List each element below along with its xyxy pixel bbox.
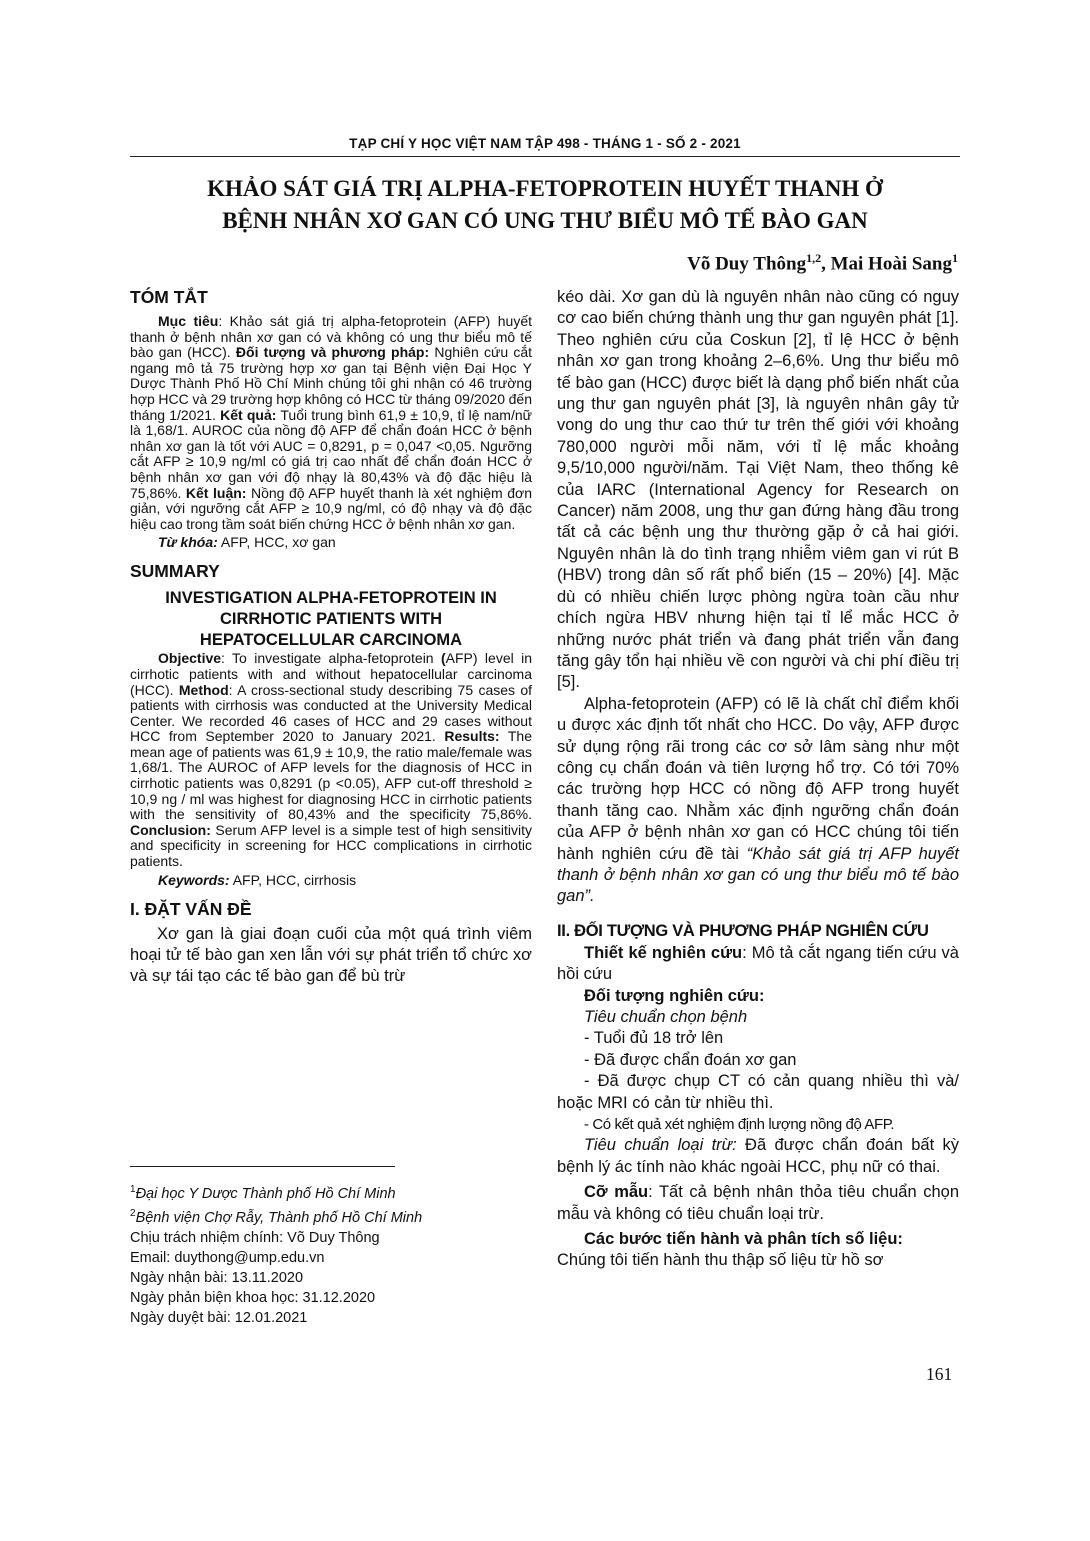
section-2-heading: II. ĐỐI TƯỢNG VÀ PHƯƠNG PHÁP NGHIÊN CỨU — [557, 921, 929, 940]
en-objective-paren: ( — [440, 650, 446, 667]
footnote-affiliation-2-text: Bệnh viện Chợ Rẫy, Thành phố Hồ Chí Minh — [135, 1209, 423, 1226]
vn-conclusion-text: Nồng độ AFP huyết thanh là xét nghiệm đơn giản, với ngưỡng cắt AFP ≥ 10,9 ng/ml, có độ nhạy và độ đặc hiệu cao trong tầm soát biến chứng HCC ở bệnh nhân xơ gan. — [130, 484, 533, 532]
author-separator: , — [821, 253, 831, 275]
footnote-mark-1: 1 — [130, 1184, 136, 1195]
sample-size — [557, 1182, 959, 1225]
study-design — [557, 943, 959, 986]
en-keywords-label: Keywords: — [158, 871, 230, 888]
author-2: Mai Hoài Sang — [830, 253, 952, 275]
author-2-affiliation: 1 — [952, 251, 958, 265]
footnote-accepted: Ngày duyệt bài: 12.01.2021 — [130, 1309, 308, 1326]
author-line — [687, 251, 958, 275]
exclusion-criteria — [557, 1135, 959, 1178]
exclusion-text: Đã được chẩn đoán bất kỳ bệnh lý ác tính nào khác ngoài HCC, phụ nữ có thai. — [557, 1136, 959, 1176]
inclusion-item-3: - Đã được chụp CT có cản quang nhiều thì và/ hoặc MRI có cản từ nhiều thì. — [557, 1072, 959, 1112]
procedure-text: Chúng tôi tiến hành thu thập số liệu từ hồ sơ — [557, 1251, 884, 1270]
en-title-line-2: CIRRHOTIC PATIENTS WITH — [219, 610, 443, 629]
subjects-heading: Đối tượng nghiên cứu: — [584, 986, 765, 1005]
en-title-line-1: INVESTIGATION ALPHA-FETOPROTEIN IN — [165, 589, 497, 608]
inclusion-heading: Tiêu chuẩn chọn bệnh — [584, 1008, 748, 1026]
section-1-p2-text: Alpha-fetoprotein (AFP) có lẽ là chất chỉ điểm khối u được xác định tốt nhất cho HCC. Do vậy, AFP được sử dụng rộng rãi trong các cơ sở lâm sàng như một công cụ chẩn đoán và tiên lượng hổ trợ. Có tới 70% các trường hợp HCC có nồng độ AFP trong huyết thanh tăng cao. Nhằm xác định ngưỡng chẩn đoán của AFP ở bệnh nhân xơ gan có HCC chúng tôi tiến hành nghiên cứu đề tài — [557, 694, 959, 863]
en-objective-text-b: AFP) level in cirrhotic patients with and without hepatocellular carcinoma (HCC). — [130, 650, 532, 698]
section-1-heading: I. ĐẶT VẤN ĐỀ — [130, 898, 252, 919]
inclusion-item-2: - Đã được chẩn đoán xơ gan — [584, 1050, 797, 1069]
sample-size-text: : Tất cả bệnh nhân thỏa tiêu chuẩn chọn mẫu và không có tiêu chuẩn loại trừ. — [557, 1183, 959, 1223]
study-design-text: : Mô tả cắt ngang tiến cứu và hồi cứu — [557, 943, 959, 984]
page-number: 161 — [926, 1364, 953, 1384]
en-conclusion-text: Serum AFP level is a simple test of high sensitivity and specificity in screening for HCC complications in cirrhotic patients. — [130, 821, 532, 870]
en-results-label: Results: — [444, 728, 500, 745]
left-column — [130, 287, 532, 988]
en-abstract-body — [130, 651, 532, 869]
vn-method-label: Đối tượng và phương pháp: — [235, 344, 430, 361]
procedure-heading: Các bước tiến hành và phân tích số liệu: — [584, 1230, 903, 1249]
sample-size-label: Cỡ mẫu — [584, 1183, 649, 1202]
inclusion-item-1: - Tuổi đủ 18 trở lên — [584, 1029, 724, 1048]
en-objective-text-a: : To investigate alpha-fetoprotein — [221, 650, 441, 667]
section-1-p2-topic: “Khảo sát giá trị AFP huyết thanh ở bệnh nhân xơ gan có ung thư biểu mô tế bào gan”. — [557, 844, 959, 906]
section-1-paragraph-2 — [557, 694, 959, 908]
vn-results-text: Tuổi trung bình 61,9 ± 10,9, tỉ lệ nam/nữ là 1,68/1. AUROC của nồng độ AFP để chẩn đoán HCC ở bệnh nhân xơ gan là tốt với AUC = 0,8291, p = 0,047 <0,05. Ngưỡng cắt AFP ≥ 10,9 ng/ml có giá trị cao nhất để chẩn đoán HCC ở bệnh nhân xơ gan với độ nhạy là 80,43% và độ đặc hiệu là 75,86%. — [130, 406, 532, 501]
vn-method-text: Nghiên cứu cắt ngang mô tả 75 trường hợp xơ gan tại Bệnh viện Đại Học Y Dược Thành Phố Hồ Chí Minh chúng tôi ghi nhận có 46 trường hợp HCC và 29 trường hợp không có HCC từ tháng 09/2020 đến tháng 1/2021. — [130, 344, 532, 423]
vn-abstract-body — [130, 314, 532, 532]
footnote-rule — [130, 1166, 395, 1167]
header-rule — [130, 156, 960, 157]
footnote-reviewed: Ngày phản biện khoa học: 31.12.2020 — [130, 1289, 376, 1306]
en-method-text: : A cross-sectional study describing 75 cases of patients with cirrhosis was conducted at the University Medical Center. We recorded 46 cases of HCC and 29 cases without HCC from September 2020 to January 2021. — [130, 681, 533, 745]
footnote-email: Email: duythong@ump.edu.vn — [130, 1249, 325, 1266]
title-line-2: BỆNH NHÂN XƠ GAN CÓ UNG THƯ BIỂU MÔ TẾ BÀO GAN — [222, 208, 868, 233]
article-title — [130, 173, 960, 237]
exclusion-label: Tiêu chuẩn loại trừ: — [584, 1136, 737, 1155]
vn-results-label: Kết quả: — [220, 406, 277, 423]
vn-keywords-label: Từ khóa: — [158, 534, 218, 551]
en-keywords-text: AFP, HCC, cirrhosis — [229, 871, 357, 888]
footnote-affiliation-1 — [130, 1180, 532, 1204]
title-line-1: KHẢO SÁT GIÁ TRỊ ALPHA-FETOPROTEIN HUYẾT THANH Ở — [207, 176, 883, 201]
vn-keywords-text: AFP, HCC, xơ gan — [217, 534, 336, 551]
vn-keywords — [130, 534, 532, 551]
en-method-label: Method — [178, 681, 229, 698]
inclusion-item-4: - Có kết quả xét nghiệm định lượng nồng độ AFP. — [584, 1116, 895, 1134]
footnote-responsible: Chịu trách nhiệm chính: Võ Duy Thông — [130, 1229, 380, 1246]
footnote-received: Ngày nhận bài: 13.11.2020 — [130, 1269, 304, 1286]
vn-objective-label: Mục tiêu — [158, 313, 219, 329]
author-1: Võ Duy Thông — [687, 253, 807, 275]
vn-abstract-heading: TÓM TẮT — [130, 287, 208, 307]
footnotes — [130, 1180, 532, 1328]
footnote-mark-2: 2 — [130, 1207, 136, 1219]
section-1-paragraph-left: Xơ gan là giai đoạn cuối của một quá trình viêm hoại tử tế bào gan xen lẫn với sự phát triển tổ chức xơ và sự tái tạo các tế bào gan để bù trừ — [130, 924, 532, 986]
footnote-affiliation-1-text: Đại học Y Dược Thành phố Hồ Chí Minh — [135, 1185, 396, 1202]
footnote-affiliation-2 — [130, 1204, 532, 1228]
journal-header: TẠP CHÍ Y HỌC VIỆT NAM TẬP 498 - THÁNG 1 - SỐ 2 - 2021 — [349, 136, 741, 151]
en-results-text: The mean age of patients was 61,9 ± 10,9, the ratio male/female was 1,68/1. The AUROC of AFP levels for the diagnosis of HCC in cirrhotic patients was 0,8291 (p <0.05), AFP cut-off threshold ≥ 10,9 ng / ml was highest for diagnosing HCC in cirrhotic patients with the sensitivity of 80,43% and the specificity 75,86%. — [130, 728, 533, 823]
en-abstract-heading: SUMMARY — [130, 561, 220, 582]
section-1-paragraph-continued: kéo dài. Xơ gan dù là nguyên nhân nào cũng có nguy cơ cao biến chứng thành ung thư gan nguyên phát [1]. Theo nghiên cứu của Coskun [2], tỉ lệ HCC ở bệnh nhân xơ gan trong khoảng 2–6,6%. Ung thư biểu mô tế bào gan (HCC) được biết là dạng phổ biến nhất của ung thư gan nguyên phát [3], là nguyên nhân gây tử vong do ung thư cao thứ tư trên thế giới với khoảng 780,000 người mỗi năm, với tỉ lệ mắc khoảng 9,5/10,000 người/năm. Tại Việt Nam, theo thống kê của IARC (International Agency for Research on Cancer) năm 2008, ung thư gan đứng hàng đầu trong tất cả các bệnh ung thư thường gặp ở cả hai giới. Nguyên nhân là do tình trạng nhiễm viêm gan vi rút B (HBV) trong dân số rất phổ biến (15 – 20%) [4]. Mặc dù có nhiều chiến lược phòng ngừa toàn cầu như chích ngừa HBV nhưng hiện tại tỉ lể mắc HCC ở những nước phát triển và đang phát triển vẫn đang tăng gây tổn hại nhiều về con người và chi phí điều trị [5]. — [557, 288, 959, 692]
en-title-line-3: HEPATOCELLULAR CARCINOMA — [199, 631, 463, 650]
study-design-label: Thiết kế nghiên cứu — [584, 943, 743, 962]
en-conclusion-label: Conclusion: — [130, 821, 211, 838]
right-column — [557, 287, 959, 1272]
vn-objective-text: : Khảo sát giá trị alpha-fetoprotein (AFP) huyết thanh ở bệnh nhân xơ gan có và không có ung thư biểu mô tế bào gan (HCC). — [130, 313, 532, 361]
en-objective-label: Objective — [158, 650, 222, 667]
author-1-affiliation: 1,2 — [806, 251, 822, 265]
vn-conclusion-label: Kết luận: — [185, 484, 247, 501]
en-abstract-title — [130, 588, 532, 651]
en-keywords — [130, 872, 532, 889]
